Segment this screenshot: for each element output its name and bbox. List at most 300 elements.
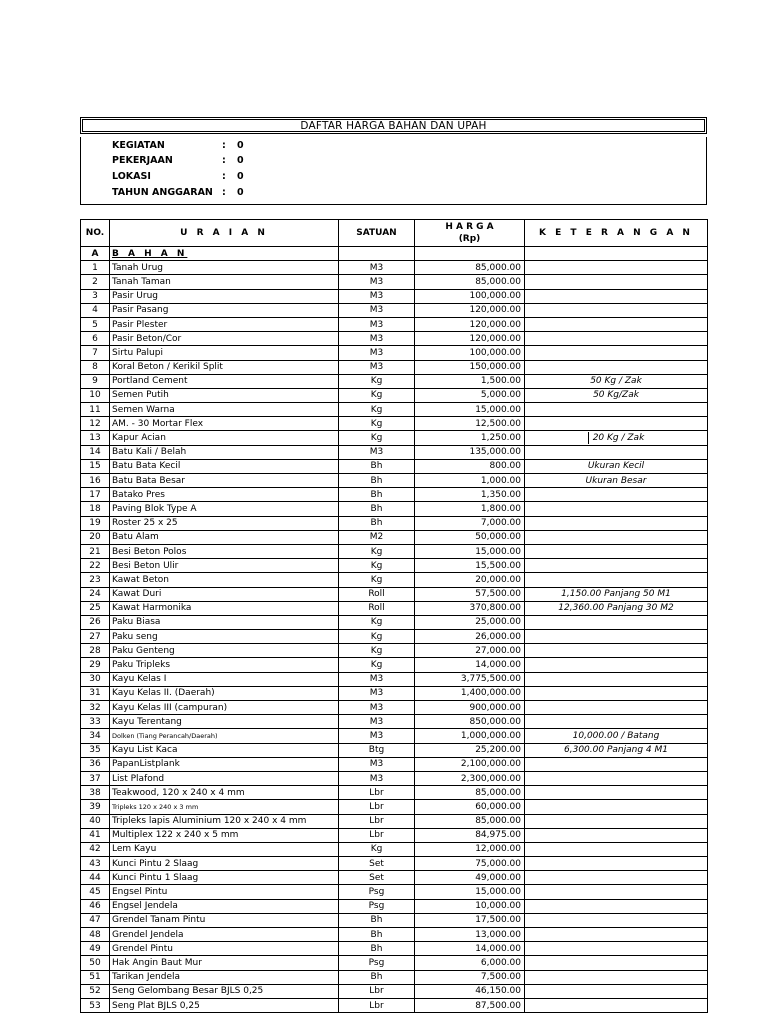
cell-keterangan — [525, 686, 708, 700]
cell-harga: 15,500.00 — [415, 559, 525, 573]
cell-satuan: Kg — [339, 388, 415, 402]
cell-satuan: Kg — [339, 417, 415, 431]
cell-satuan: Lbr — [339, 814, 415, 828]
cell-harga: 100,000.00 — [415, 289, 525, 303]
cell-satuan: Bh — [339, 474, 415, 488]
page-title: DAFTAR HARGA BAHAN DAN UPAH — [300, 120, 487, 132]
cell-harga: 85,000.00 — [415, 275, 525, 289]
cell-satuan: M3 — [339, 672, 415, 686]
header-harga-line2: (Rp) — [458, 234, 481, 244]
cell-satuan: Lbr — [339, 984, 415, 998]
cell-satuan: Kg — [339, 644, 415, 658]
cell-satuan: M3 — [339, 757, 415, 771]
section-label-cell — [110, 247, 339, 261]
cell-satuan: Psg — [339, 885, 415, 899]
cell-harga: 120,000.00 — [415, 317, 525, 331]
meta-label: TAHUN ANGGARAN — [112, 187, 213, 198]
header-uraian: U R A I A N — [110, 220, 339, 247]
cell-satuan: Kg — [339, 544, 415, 558]
cell-harga: 135,000.00 — [415, 445, 525, 459]
cell-keterangan — [525, 332, 708, 346]
cell-harga: 120,000.00 — [415, 332, 525, 346]
cell-harga: 3,775,500.00 — [415, 672, 525, 686]
cell-harga: 1,400,000.00 — [415, 686, 525, 700]
cell-no: 28 — [81, 644, 110, 658]
cell-satuan: M2 — [339, 530, 415, 544]
cell-satuan: M3 — [339, 701, 415, 715]
cell-harga: 25,000.00 — [415, 615, 525, 629]
cell-no: 3 — [81, 289, 110, 303]
cell-keterangan — [525, 403, 708, 417]
section-row — [81, 247, 708, 261]
cell-no: 18 — [81, 502, 110, 516]
cell-uraian: Roster 25 x 25 — [110, 516, 339, 530]
cell-keterangan — [525, 445, 708, 459]
cell-no: 29 — [81, 658, 110, 672]
cell-keterangan — [525, 970, 708, 984]
table-row — [81, 686, 708, 700]
cell-keterangan — [525, 828, 708, 842]
cell-no: 19 — [81, 516, 110, 530]
table-row — [81, 346, 708, 360]
meta-colon: : — [222, 187, 226, 198]
cell-harga: 150,000.00 — [415, 360, 525, 374]
section-empty-harga — [415, 247, 525, 261]
cell-keterangan — [525, 800, 708, 814]
cell-no: 50 — [81, 956, 110, 970]
cell-satuan: M3 — [339, 771, 415, 785]
cell-harga: 1,350.00 — [415, 488, 525, 502]
table-row — [81, 984, 708, 998]
table-row — [81, 956, 708, 970]
cell-uraian: Engsel Jendela — [110, 899, 339, 913]
cell-uraian: Kawat Beton — [110, 573, 339, 587]
cell-no: 49 — [81, 942, 110, 956]
cell-satuan: M3 — [339, 332, 415, 346]
cell-satuan: Lbr — [339, 828, 415, 842]
cell-harga: 25,200.00 — [415, 743, 525, 757]
cell-keterangan — [525, 488, 708, 502]
table-row — [81, 360, 708, 374]
header-harga — [415, 220, 525, 247]
title-box — [80, 117, 707, 134]
table-row — [81, 615, 708, 629]
meta-label: LOKASI — [112, 171, 151, 182]
cell-keterangan — [525, 956, 708, 970]
cell-harga: 26,000.00 — [415, 630, 525, 644]
table-row — [81, 814, 708, 828]
cell-no: 40 — [81, 814, 110, 828]
cell-uraian: Kayu List Kaca — [110, 743, 339, 757]
cell-keterangan: 1,150.00 Panjang 50 M1 — [525, 587, 708, 601]
cell-keterangan — [525, 275, 708, 289]
cell-keterangan — [525, 899, 708, 913]
cell-satuan: M3 — [339, 261, 415, 275]
cell-harga: 14,000.00 — [415, 658, 525, 672]
meta-value: 0 — [237, 171, 244, 182]
table-row — [81, 474, 708, 488]
table-row — [81, 630, 708, 644]
cell-uraian: Grendel Pintu — [110, 942, 339, 956]
table-row — [81, 729, 708, 743]
cell-keterangan — [525, 644, 708, 658]
cell-no: 38 — [81, 786, 110, 800]
cell-no: 32 — [81, 701, 110, 715]
cell-keterangan — [525, 786, 708, 800]
cell-uraian: Tripleks lapis Aluminium 120 x 240 x 4 mm — [110, 814, 339, 828]
cell-no: 51 — [81, 970, 110, 984]
cell-uraian: Kayu Kelas III (campuran) — [110, 701, 339, 715]
section-empty-satuan — [339, 247, 415, 261]
table-row — [81, 417, 708, 431]
table-row — [81, 559, 708, 573]
cell-keterangan — [525, 289, 708, 303]
cell-harga: 20,000.00 — [415, 573, 525, 587]
cell-keterangan — [525, 814, 708, 828]
table-row — [81, 275, 708, 289]
cell-no: 45 — [81, 885, 110, 899]
cell-keterangan — [525, 417, 708, 431]
meta-colon: : — [222, 171, 226, 182]
cell-keterangan — [525, 701, 708, 715]
cell-harga: 1,000.00 — [415, 474, 525, 488]
cell-no: 7 — [81, 346, 110, 360]
cell-satuan: Set — [339, 871, 415, 885]
cell-uraian: Paving Blok Type A — [110, 502, 339, 516]
cell-no: 33 — [81, 715, 110, 729]
table-row — [81, 658, 708, 672]
table-row — [81, 786, 708, 800]
cell-no: 53 — [81, 998, 110, 1012]
cell-keterangan — [525, 658, 708, 672]
cell-keterangan: 12,360.00 Panjang 30 M2 — [525, 601, 708, 615]
cell-satuan: Kg — [339, 403, 415, 417]
cell-uraian: Tarikan Jendela — [110, 970, 339, 984]
cell-satuan: Kg — [339, 658, 415, 672]
cell-harga: 800.00 — [415, 459, 525, 473]
cell-satuan: Kg — [339, 630, 415, 644]
table-row — [81, 771, 708, 785]
table-row — [81, 388, 708, 402]
table-row — [81, 928, 708, 942]
cell-no: 34 — [81, 729, 110, 743]
cell-satuan: Kg — [339, 842, 415, 856]
cell-keterangan — [525, 261, 708, 275]
cell-harga: 85,000.00 — [415, 261, 525, 275]
cell-uraian: PapanListplank — [110, 757, 339, 771]
cell-no: 8 — [81, 360, 110, 374]
cell-uraian: Semen Warna — [110, 403, 339, 417]
cell-keterangan — [525, 516, 708, 530]
cell-no: 9 — [81, 374, 110, 388]
cell-uraian: Pasir Urug — [110, 289, 339, 303]
meta-colon: : — [222, 155, 226, 166]
cell-uraian: Kunci Pintu 1 Slaag — [110, 871, 339, 885]
cell-harga: 75,000.00 — [415, 857, 525, 871]
cell-no: 11 — [81, 403, 110, 417]
table-row — [81, 303, 708, 317]
meta-block — [80, 137, 707, 205]
cell-uraian: Teakwood, 120 x 240 x 4 mm — [110, 786, 339, 800]
cell-uraian: Portland Cement — [110, 374, 339, 388]
cell-no: 44 — [81, 871, 110, 885]
cell-satuan: Bh — [339, 942, 415, 956]
cell-no: 14 — [81, 445, 110, 459]
cell-harga: 12,000.00 — [415, 842, 525, 856]
cell-harga: 1,000,000.00 — [415, 729, 525, 743]
cell-harga: 900,000.00 — [415, 701, 525, 715]
cell-uraian: Kawat Duri — [110, 587, 339, 601]
cell-keterangan — [525, 502, 708, 516]
header-no: NO. — [81, 220, 110, 247]
cell-uraian: List Plafond — [110, 771, 339, 785]
cell-uraian: Paku Biasa — [110, 615, 339, 629]
cell-satuan: Set — [339, 857, 415, 871]
cell-harga: 50,000.00 — [415, 530, 525, 544]
cell-satuan: M3 — [339, 729, 415, 743]
meta-colon: : — [222, 140, 226, 151]
cell-keterangan — [525, 857, 708, 871]
cell-uraian: Kayu Kelas II. (Daerah) — [110, 686, 339, 700]
cell-satuan: Bh — [339, 488, 415, 502]
cell-keterangan — [525, 559, 708, 573]
cell-keterangan: Ukuran Kecil — [525, 459, 708, 473]
cell-uraian: Semen Putih — [110, 388, 339, 402]
cell-keterangan: 50 Kg/Zak — [525, 388, 708, 402]
cell-satuan: Psg — [339, 956, 415, 970]
cell-no: 27 — [81, 630, 110, 644]
cell-satuan: Bh — [339, 928, 415, 942]
cell-uraian: Seng Gelombang Besar BJLS 0,25 — [110, 984, 339, 998]
cell-uraian: Besi Beton Polos — [110, 544, 339, 558]
cell-uraian: Tripleks 120 x 240 x 3 mm — [110, 800, 339, 814]
cell-keterangan — [525, 544, 708, 558]
meta-label: PEKERJAAN — [112, 155, 173, 166]
cell-satuan: Bh — [339, 502, 415, 516]
cell-keterangan — [525, 317, 708, 331]
header-satuan: SATUAN — [339, 220, 415, 247]
cell-keterangan — [525, 928, 708, 942]
cell-keterangan — [525, 913, 708, 927]
cell-keterangan — [525, 615, 708, 629]
cell-satuan: Roll — [339, 587, 415, 601]
cell-satuan: M3 — [339, 346, 415, 360]
table-row — [81, 502, 708, 516]
cell-no: 37 — [81, 771, 110, 785]
table-row — [81, 459, 708, 473]
cell-keterangan: 6,300.00 Panjang 4 M1 — [525, 743, 708, 757]
cell-keterangan — [525, 530, 708, 544]
cell-satuan: Roll — [339, 601, 415, 615]
cell-satuan: Kg — [339, 559, 415, 573]
cell-satuan: M3 — [339, 275, 415, 289]
cell-uraian: Multiplex 122 x 240 x 5 mm — [110, 828, 339, 842]
cell-uraian: Sirtu Palupi — [110, 346, 339, 360]
cell-no: 47 — [81, 913, 110, 927]
cell-satuan: Bh — [339, 970, 415, 984]
cell-harga: 1,800.00 — [415, 502, 525, 516]
table-header-row — [81, 220, 708, 247]
meta-value: 0 — [237, 140, 244, 151]
meta-value: 0 — [237, 155, 244, 166]
cell-uraian: Seng Plat BJLS 0,25 — [110, 998, 339, 1012]
table-row — [81, 970, 708, 984]
cell-harga: 60,000.00 — [415, 800, 525, 814]
table-row — [81, 332, 708, 346]
cell-uraian: Grendel Tanam Pintu — [110, 913, 339, 927]
cell-uraian: Dolken (Tiang Perancah/Daerah) — [110, 729, 339, 743]
table-row — [81, 857, 708, 871]
cell-satuan: Kg — [339, 431, 415, 445]
table-row — [81, 516, 708, 530]
cell-harga: 85,000.00 — [415, 786, 525, 800]
cell-no: 15 — [81, 459, 110, 473]
cell-satuan: Lbr — [339, 998, 415, 1012]
cell-uraian: Hak Angin Baut Mur — [110, 956, 339, 970]
cell-uraian: Pasir Plester — [110, 317, 339, 331]
table-row — [81, 885, 708, 899]
cell-harga: 17,500.00 — [415, 913, 525, 927]
table-row — [81, 445, 708, 459]
cell-keterangan — [525, 757, 708, 771]
table-row — [81, 573, 708, 587]
cell-keterangan — [525, 360, 708, 374]
cell-satuan: Lbr — [339, 786, 415, 800]
cell-keterangan — [525, 630, 708, 644]
cell-no: 10 — [81, 388, 110, 402]
cell-uraian: Batako Pres — [110, 488, 339, 502]
table-row — [81, 842, 708, 856]
price-table — [80, 219, 708, 1013]
cell-harga: 46,150.00 — [415, 984, 525, 998]
cell-uraian: Batu Kali / Belah — [110, 445, 339, 459]
cell-keterangan — [525, 984, 708, 998]
table-row — [81, 261, 708, 275]
table-row — [81, 488, 708, 502]
cell-harga: 15,000.00 — [415, 544, 525, 558]
cell-satuan: M3 — [339, 445, 415, 459]
table-row — [81, 998, 708, 1012]
table-row — [81, 530, 708, 544]
cell-no: 26 — [81, 615, 110, 629]
table-row — [81, 743, 708, 757]
cell-uraian: Kapur Acian — [110, 431, 339, 445]
table-row — [81, 403, 708, 417]
cell-harga: 13,000.00 — [415, 928, 525, 942]
cell-harga: 84,975.00 — [415, 828, 525, 842]
section-empty-ket — [525, 247, 708, 261]
cell-uraian: Grendel Jendela — [110, 928, 339, 942]
cell-harga: 850,000.00 — [415, 715, 525, 729]
cell-no: 22 — [81, 559, 110, 573]
cell-harga: 370,800.00 — [415, 601, 525, 615]
cell-harga: 10,000.00 — [415, 899, 525, 913]
cell-keterangan — [525, 303, 708, 317]
table-row — [81, 644, 708, 658]
cell-keterangan — [525, 998, 708, 1012]
cell-no: 12 — [81, 417, 110, 431]
cell-satuan: Bh — [339, 913, 415, 927]
cell-keterangan: 50 Kg / Zak — [525, 374, 708, 388]
table-row — [81, 828, 708, 842]
cell-no: 31 — [81, 686, 110, 700]
cell-no: 39 — [81, 800, 110, 814]
cell-no: 17 — [81, 488, 110, 502]
cell-no: 21 — [81, 544, 110, 558]
table-row — [81, 317, 708, 331]
cell-harga: 5,000.00 — [415, 388, 525, 402]
cell-harga: 2,300,000.00 — [415, 771, 525, 785]
table-row — [81, 431, 708, 445]
table-row — [81, 715, 708, 729]
table-row — [81, 800, 708, 814]
cell-harga: 14,000.00 — [415, 942, 525, 956]
cell-satuan: Bh — [339, 459, 415, 473]
cell-satuan: M3 — [339, 715, 415, 729]
cell-uraian: Kayu Terentang — [110, 715, 339, 729]
cell-satuan: M3 — [339, 289, 415, 303]
cell-keterangan — [525, 573, 708, 587]
header-harga-line1: H A R G A — [445, 222, 494, 232]
cell-keterangan — [525, 431, 708, 445]
cell-keterangan: 10,000.00 / Batang — [525, 729, 708, 743]
cell-no: 24 — [81, 587, 110, 601]
cell-no: 2 — [81, 275, 110, 289]
cell-no: 43 — [81, 857, 110, 871]
cell-no: 23 — [81, 573, 110, 587]
cell-harga: 7,500.00 — [415, 970, 525, 984]
cell-harga: 27,000.00 — [415, 644, 525, 658]
cell-harga: 100,000.00 — [415, 346, 525, 360]
cell-uraian: Lem Kayu — [110, 842, 339, 856]
cell-harga: 2,100,000.00 — [415, 757, 525, 771]
cell-harga: 1,250.00 — [415, 431, 525, 445]
table-row — [81, 942, 708, 956]
cell-uraian: Paku Genteng — [110, 644, 339, 658]
table-row — [81, 374, 708, 388]
table-row — [81, 587, 708, 601]
cell-no: 48 — [81, 928, 110, 942]
cell-no: 13 — [81, 431, 110, 445]
cell-harga: 15,000.00 — [415, 885, 525, 899]
cell-satuan: Bh — [339, 516, 415, 530]
cell-keterangan — [525, 871, 708, 885]
cell-uraian: Batu Alam — [110, 530, 339, 544]
cell-no: 41 — [81, 828, 110, 842]
cell-uraian: Paku Tripleks — [110, 658, 339, 672]
cell-satuan: Psg — [339, 899, 415, 913]
table-row — [81, 601, 708, 615]
table-row — [81, 913, 708, 927]
cell-uraian: Koral Beton / Kerikil Split — [110, 360, 339, 374]
cell-keterangan: Ukuran Besar — [525, 474, 708, 488]
cell-no: 20 — [81, 530, 110, 544]
cell-uraian: Kunci Pintu 2 Slaag — [110, 857, 339, 871]
cell-keterangan — [525, 346, 708, 360]
cell-satuan: M3 — [339, 317, 415, 331]
cell-no: 42 — [81, 842, 110, 856]
cell-harga: 15,000.00 — [415, 403, 525, 417]
cell-uraian: AM. - 30 Mortar Flex — [110, 417, 339, 431]
table-row — [81, 701, 708, 715]
cell-uraian: Batu Bata Kecil — [110, 459, 339, 473]
cell-harga: 85,000.00 — [415, 814, 525, 828]
cell-uraian: Tanah Urug — [110, 261, 339, 275]
table-row — [81, 757, 708, 771]
cell-satuan: Kg — [339, 573, 415, 587]
cell-harga: 1,500.00 — [415, 374, 525, 388]
cell-satuan: Lbr — [339, 800, 415, 814]
